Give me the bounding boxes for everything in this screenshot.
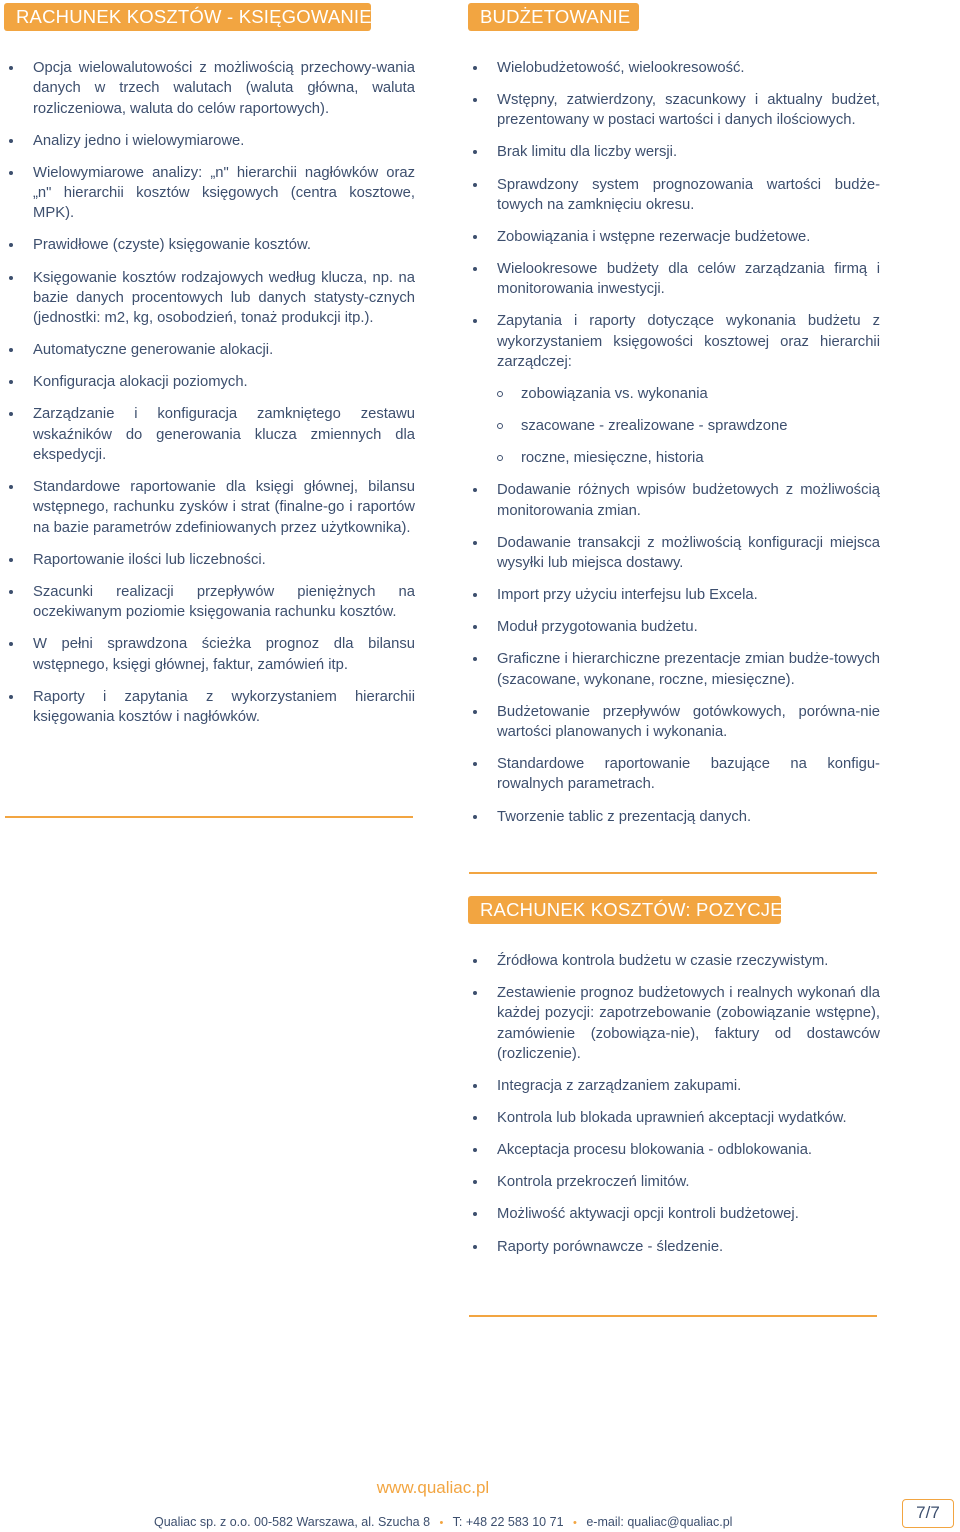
budgeting-list [469,58,880,839]
footer-contact [154,1515,732,1529]
list-item: Kontrola przekroczeń limitów. [469,1172,880,1192]
company-address: Qualiac sp. z o.o. 00-582 Warszawa, al. Szucha 8 [154,1515,431,1529]
list-item: Szacunki realizacji przepływów pieniężnych na oczekiwanym poziomie księgowania rachunku kosztów. [5,582,415,623]
phone-number: T: +48 22 583 10 71 [452,1515,564,1529]
list-item: Analizy jedno i wielowymiarowe. [5,131,415,151]
website-link[interactable]: www.qualiac.pl [376,1478,490,1497]
list-item: Budżetowanie przepływów gotówkowych, porówna-nie wartości planowanych i wykonania. [469,702,880,743]
list-item: Wielobudżetowość, wielookresowość. [469,58,880,78]
list-item: Wielowymiarowe analizy: „n" hierarchii nagłówków oraz „n" hierarchii kosztów księgowych (centra kosztowe, MPK). [5,163,415,224]
list-item: Graficzne i hierarchiczne prezentacje zmian budże-towych (szacowane, wykonane, roczne, miesięczne). [469,649,880,690]
list-item: Konfiguracja alokacji poziomych. [5,372,415,392]
list-item: Kontrola lub blokada uprawnień akceptacji wydatków. [469,1108,880,1128]
email-link[interactable]: e-mail: qualiac@qualiac.pl [586,1515,733,1529]
list-item: Możliwość aktywacji opcji kontroli budżetowej. [469,1204,880,1224]
accounting-list [5,58,415,739]
list-item: W pełni sprawdzona ścieżka prognoz dla bilansu wstępnego, księgi głównej, faktur, zamówień itp. [5,634,415,675]
divider [5,816,413,818]
list-item: Sprawdzony system prognozowania wartości budże-towych na zamknięciu okresu. [469,175,880,216]
section-title-positions: RACHUNEK KOSZTÓW: POZYCJE [468,896,781,924]
list-item: Integracja z zarządzaniem zakupami. [469,1076,880,1096]
list-item: Akceptacja procesu blokowania - odblokowania. [469,1140,880,1160]
list-item: Import przy użyciu interfejsu lub Excela. [469,585,880,605]
list-item: Raportowanie ilości lub liczebności. [5,550,415,570]
sub-list-item: zobowiązania vs. wykonania [469,384,880,404]
list-item: Tworzenie tablic z prezentacją danych. [469,807,880,827]
separator-dot: • [573,1517,577,1529]
list-item: Zobowiązania i wstępne rezerwacje budżetowe. [469,227,880,247]
list-item: Dodawanie transakcji z możliwością konfiguracji miejsca wysyłki lub miejsca dostawy. [469,533,880,574]
list-item: Standardowe raportowanie bazujące na konfigu-rowalnych parametrach. [469,754,880,795]
list-item: Raporty i zapytania z wykorzystaniem hierarchii księgowania kosztów i nagłówków. [5,687,415,728]
list-item: Źródłowa kontrola budżetu w czasie rzeczywistym. [469,951,880,971]
list-item: Zestawienie prognoz budżetowych i realnych wykonań dla każdej pozycji: zapotrzebowanie (zobowiązanie wstępne), zamówienie (zobowiąza-nie), faktury od dostawców (rozliczenie). [469,983,880,1064]
list-item: Standardowe raportowanie dla księgi głównej, bilansu wstępnego, rachunku zysków i strat (finalne-go i raportów na bazie parametrów zdefiniowanych przez użytkownika). [5,477,415,538]
section-title-accounting: RACHUNEK KOSZTÓW - KSIĘGOWANIE [4,3,371,31]
sub-list-item: szacowane - zrealizowane - sprawdzone [469,416,880,436]
list-item: Automatyczne generowanie alokacji. [5,340,415,360]
list-item: Zarządzanie i konfiguracja zamkniętego zestawu wskaźników do generowania klucza zmiennych dla ekspedycji. [5,404,415,465]
list-item: Księgowanie kosztów rodzajowych według klucza, np. na bazie danych procentowych lub danych statysty-cznych (jednostki: m2, kg, osobodzień, tonaż produkcji itp.). [5,268,415,329]
list-item: Raporty porównawcze - śledzenie. [469,1237,880,1257]
list-item: Moduł przygotowania budżetu. [469,617,880,637]
list-item: Dodawanie różnych wpisów budżetowych z możliwością monitorowania zmian. [469,480,880,521]
list-item: Zapytania i raporty dotyczące wykonania budżetu z wykorzystaniem księgowości kosztowej oraz hierarchii zarządczej: [469,311,880,372]
divider [469,872,877,874]
positions-list [469,951,880,1269]
separator-dot: • [439,1517,444,1529]
page-number: 7/7 [902,1499,954,1528]
list-item: Wstępny, zatwierdzony, szacunkowy i aktualny budżet, prezentowany w postaci wartości i danych ilościowych. [469,90,880,131]
sub-list-item: roczne, miesięczne, historia [469,448,880,468]
list-item: Prawidłowe (czyste) księgowanie kosztów. [5,235,415,255]
divider [469,1315,877,1317]
section-title-budgeting: BUDŻETOWANIE [468,3,639,31]
list-item: Brak limitu dla liczby wersji. [469,142,880,162]
list-item: Wielookresowe budżety dla celów zarządzania firmą i monitorowania inwestycji. [469,259,880,300]
list-item: Opcja wielowalutowości z możliwością przechowy-wania danych w trzech walutach (waluta główna, waluta rozliczeniowa, waluta do celów raportowych). [5,58,415,119]
